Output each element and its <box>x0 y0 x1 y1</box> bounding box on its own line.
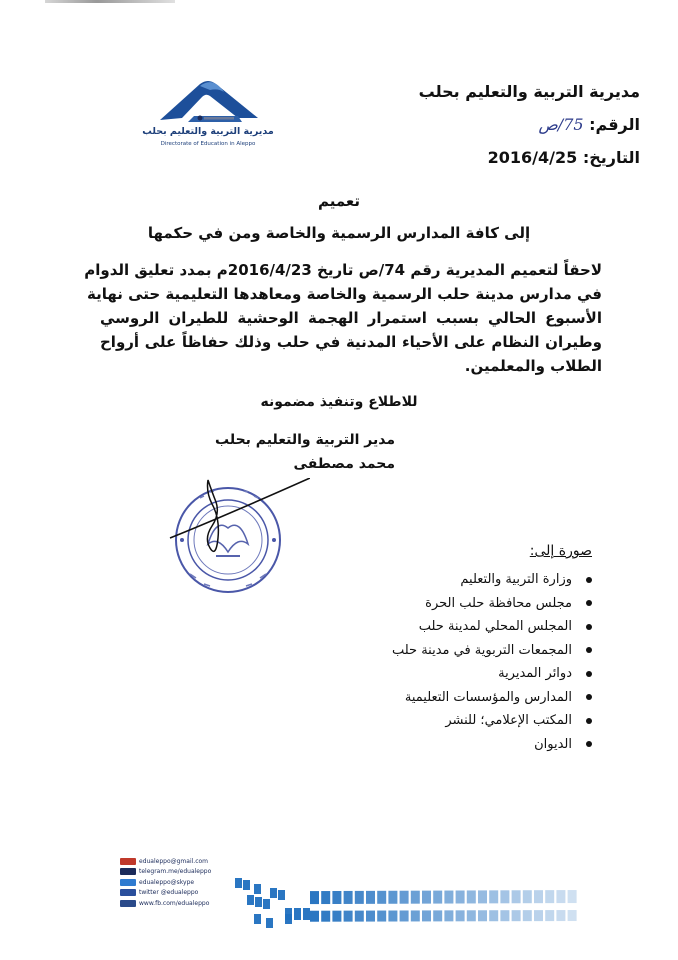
copy-recipient-label: دوائر المديرية <box>498 666 572 681</box>
facebook-icon <box>120 900 136 907</box>
decorative-square <box>489 910 498 921</box>
blue-squares-band <box>230 858 580 938</box>
decorative-square <box>489 890 498 903</box>
decorative-square <box>400 891 409 904</box>
decorative-square <box>377 911 386 922</box>
decorative-square <box>433 910 442 921</box>
reference-value: 75/ص <box>538 115 584 134</box>
copy-recipient-label: المجمعات التربوية في مدينة حلب <box>391 642 572 658</box>
bullet-icon <box>586 741 592 747</box>
decorative-square <box>478 910 487 921</box>
decorative-square <box>355 911 364 922</box>
decorative-square <box>523 890 532 903</box>
date-value: 2016/4/25 <box>487 148 578 167</box>
bullet-icon <box>586 577 592 583</box>
decorative-square <box>444 891 453 904</box>
copy-recipient <box>392 733 592 757</box>
decorative-square <box>344 911 353 922</box>
copy-recipient-label: مجلس محافظة حلب الحرة <box>425 595 572 611</box>
issuer-name: مديرية التربية والتعليم بحلب <box>418 82 640 101</box>
decorative-square <box>377 891 386 904</box>
decorative-square <box>355 891 364 904</box>
decorative-square <box>303 908 310 920</box>
decorative-square <box>444 910 453 921</box>
logo-arabic-name: مديرية التربية والتعليم بحلب <box>142 126 274 137</box>
addressee: إلى كافة المدارس الرسمية والخاصة ومن في حكمها <box>147 224 531 242</box>
telegram-icon <box>120 868 136 875</box>
decorative-square <box>344 891 353 904</box>
decorative-square <box>512 910 521 921</box>
decorative-square <box>247 895 254 905</box>
copy-recipient-label: المدارس والمؤسسات التعليمية <box>404 689 572 705</box>
decorative-square <box>500 890 509 903</box>
decorative-square <box>478 890 487 903</box>
body-paragraph <box>84 258 602 378</box>
decorative-square <box>456 910 465 921</box>
body-line: الأسبوع الحالي بسبب استمرار الهجمة الوحشية للطيران الروسي <box>100 309 602 327</box>
decorative-square <box>263 899 270 909</box>
instruction-line: للاطلاع وتنفيذ مضمونه <box>260 394 418 410</box>
decorative-square <box>332 891 341 904</box>
decorative-square <box>332 911 341 922</box>
copy-recipient-label: المكتب الإعلامي؛ للنشر <box>445 713 572 728</box>
decorative-square <box>534 890 543 903</box>
reference-label: الرقم: <box>589 115 640 134</box>
decorative-square <box>456 890 465 903</box>
copy-recipient <box>392 662 592 686</box>
decorative-square <box>278 890 285 900</box>
body-line: في مدارس مدينة حلب الرسمية والخاصة ومعاهدها التعليمية حتى نهاية <box>86 285 602 303</box>
decorative-square <box>556 910 565 921</box>
decorative-square <box>310 911 319 922</box>
bullet-icon <box>586 647 592 653</box>
contact-text: www.fb.com/edualeppo <box>139 899 210 907</box>
decorative-square <box>411 891 420 904</box>
decorative-square <box>254 914 261 924</box>
stamp-and-signature <box>160 478 310 598</box>
copy-recipient-label: المجلس المحلي لمدينة حلب <box>418 619 572 634</box>
decorative-square <box>411 910 420 921</box>
decorative-square <box>366 891 375 904</box>
scan-artifact <box>45 0 175 3</box>
decorative-square <box>400 910 409 921</box>
signatory-title: مدير التربية والتعليم بحلب <box>215 432 395 448</box>
copy-recipient-label: وزارة التربية والتعليم <box>460 572 572 587</box>
copy-recipient <box>392 592 592 616</box>
contact-text: edualeppo@skype <box>139 878 195 886</box>
bullet-icon <box>586 600 592 606</box>
decorative-square <box>534 910 543 921</box>
decorative-square <box>512 890 521 903</box>
decorative-square <box>500 910 509 921</box>
decorative-square <box>388 891 397 904</box>
directorate-logo-icon <box>138 78 278 128</box>
bullet-icon <box>586 694 592 700</box>
decorative-square <box>255 897 262 907</box>
decorative-square <box>254 884 261 894</box>
decorative-square <box>266 918 273 928</box>
decorative-square <box>422 910 431 921</box>
body-line: الطلاب والمعلمين. <box>464 357 602 375</box>
body-line: لاحقاً لتعميم المديرية رقم 74/ص تاريخ 2016/4/23م بمدد تعليق الدوام <box>84 261 602 279</box>
copies-heading: صورة إلى: <box>529 543 592 559</box>
contact-text: edualeppo@gmail.com <box>139 857 209 865</box>
twitter-icon <box>120 889 136 896</box>
signatory-name: محمد مصطفى <box>293 456 395 472</box>
decorative-square <box>545 910 554 921</box>
decorative-square <box>568 910 577 921</box>
decorative-square <box>422 891 431 904</box>
decorative-square <box>310 891 319 904</box>
contact-text: telegram.me/edualeppo <box>139 868 212 876</box>
logo-english-name: Directorate of Education in Aleppo <box>160 141 256 147</box>
skype-icon <box>120 879 136 886</box>
decorative-square <box>467 890 476 903</box>
copy-recipient-label: الديوان <box>534 736 572 752</box>
bullet-icon <box>586 624 592 630</box>
decorative-square <box>243 880 250 890</box>
decorative-square <box>321 911 330 922</box>
decorative-square <box>388 911 397 922</box>
decorative-square <box>285 908 292 920</box>
contact-text: twitter @edualeppo <box>139 889 199 897</box>
copies-list <box>392 568 592 756</box>
decorative-square <box>321 891 330 904</box>
copy-recipient <box>392 709 592 733</box>
decorative-square <box>523 910 532 921</box>
decorative-square <box>568 890 577 903</box>
decorative-square <box>366 911 375 922</box>
decorative-square <box>467 910 476 921</box>
decorative-square <box>545 890 554 903</box>
document-date <box>488 148 640 167</box>
bullet-icon <box>586 671 592 677</box>
gmail-icon <box>120 858 136 865</box>
reference-number <box>538 115 640 134</box>
decorative-square <box>235 878 242 888</box>
date-label: التاريخ: <box>582 148 640 167</box>
bullet-icon <box>586 718 592 724</box>
document-title: تعميم <box>317 192 361 210</box>
official-stamp-icon <box>160 478 310 598</box>
directorate-logo <box>138 78 278 158</box>
body-line: وطيران النظام على الأحياء المدنية في حلب وذلك حفاظاً على أرواح <box>100 333 602 351</box>
copy-recipient <box>392 615 592 639</box>
decorative-square <box>294 908 301 920</box>
copy-recipient <box>392 639 592 663</box>
decorative-square <box>270 888 277 898</box>
copy-recipient <box>392 686 592 710</box>
decorative-square <box>556 890 565 903</box>
decorative-square <box>433 891 442 904</box>
copy-recipient <box>392 568 592 592</box>
